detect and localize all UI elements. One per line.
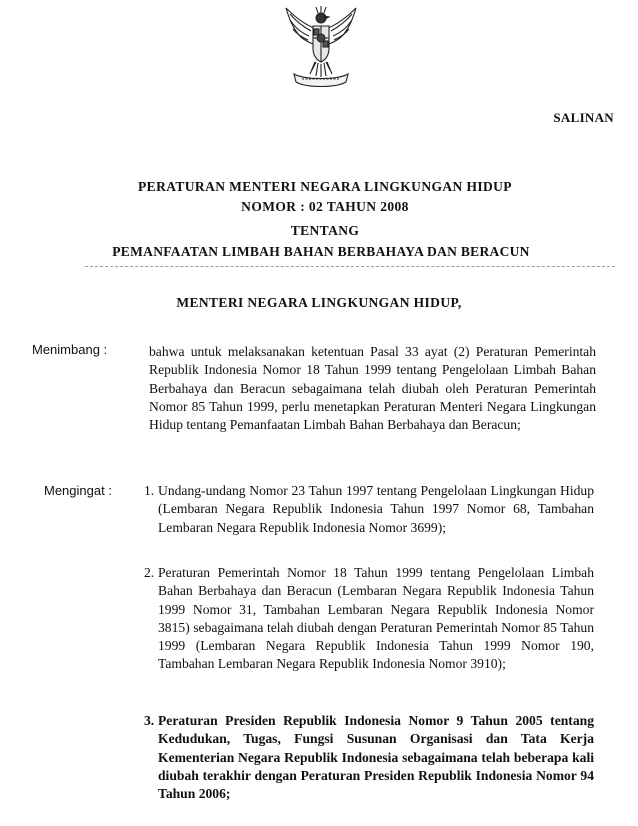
item-number: 2. [144,565,155,580]
garuda-emblem-icon [280,4,362,90]
copy-label: SALINAN [553,110,614,125]
regulation-subject: PEMANFAATAN LIMBAH BAHAN BERBAHAYA DAN BERACUN [112,244,530,259]
regulation-about-label: TENTANG [290,223,360,238]
item-text: Peraturan Presiden Republik Indonesia Nomor 9 Tahun 2005 tentang Kedudukan, Tugas, Fungsi Susunan Organisasi dan Tata Kerja Kementerian Negara Republik Indonesia sebagaimana telah beberapa kali diubah terakhir dengan Peraturan Presiden Republik Indonesia Nomor 94 Tahun 2006; [158,713,594,802]
minister-heading: MENTERI NEGARA LINGKUNGAN HIDUP, [176,295,462,310]
title-divider [85,266,615,267]
item-text: Peraturan Pemerintah Nomor 18 Tahun 1999 tentang Pengelolaan Limbah Bahan Berbahaya dan Beracun (Lembaran Negara Republik Indonesia Tahun 1999 Nomor 31, Tambahan Lembaran Negara Republik Indonesia Nomor 3815) sebagaimana telah diubah dengan Peraturan Pemerintah Nomor 85 Tahun 1999 (Lembaran Negara Republik Indonesia Tahun 1999 Nomor 190, Tambahan Lembaran Negara Republik Indonesia Nomor 3910); [158,565,594,672]
menimbang-text: bahwa untuk melaksanakan ketentuan Pasal 33 ayat (2) Peraturan Pemerintah Republik Indonesia Nomor 18 Tahun 1999 tentang Pengelolaan Limbah Bahan Berbahaya dan Beracun sebagaimana telah diubah oleh Peraturan Pemerintah Nomor 85 Tahun 1999, perlu menetapkan Peraturan Menteri Negara Lingkungan Hidup tentang Pemanfaatan Limbah Bahan Berbahaya dan Beracun; [149,344,596,433]
regulation-title: PERATURAN MENTERI NEGARA LINGKUNGAN HIDUP [138,179,512,194]
mengingat-label: Mengingat : [44,483,112,498]
regulation-number: NOMOR : 02 TAHUN 2008 [241,199,409,214]
item-number: 3. [144,713,155,728]
menimbang-label: Menimbang : [32,342,108,357]
item-number: 1. [144,483,155,498]
item-text: Undang-undang Nomor 23 Tahun 1997 tentang Pengelolaan Lingkungan Hidup (Lembaran Negara Republik Indonesia Tahun 1997 Nomor 68, Tambahan Lembaran Negara Republik Indonesia Nomor 3699); [158,483,594,535]
